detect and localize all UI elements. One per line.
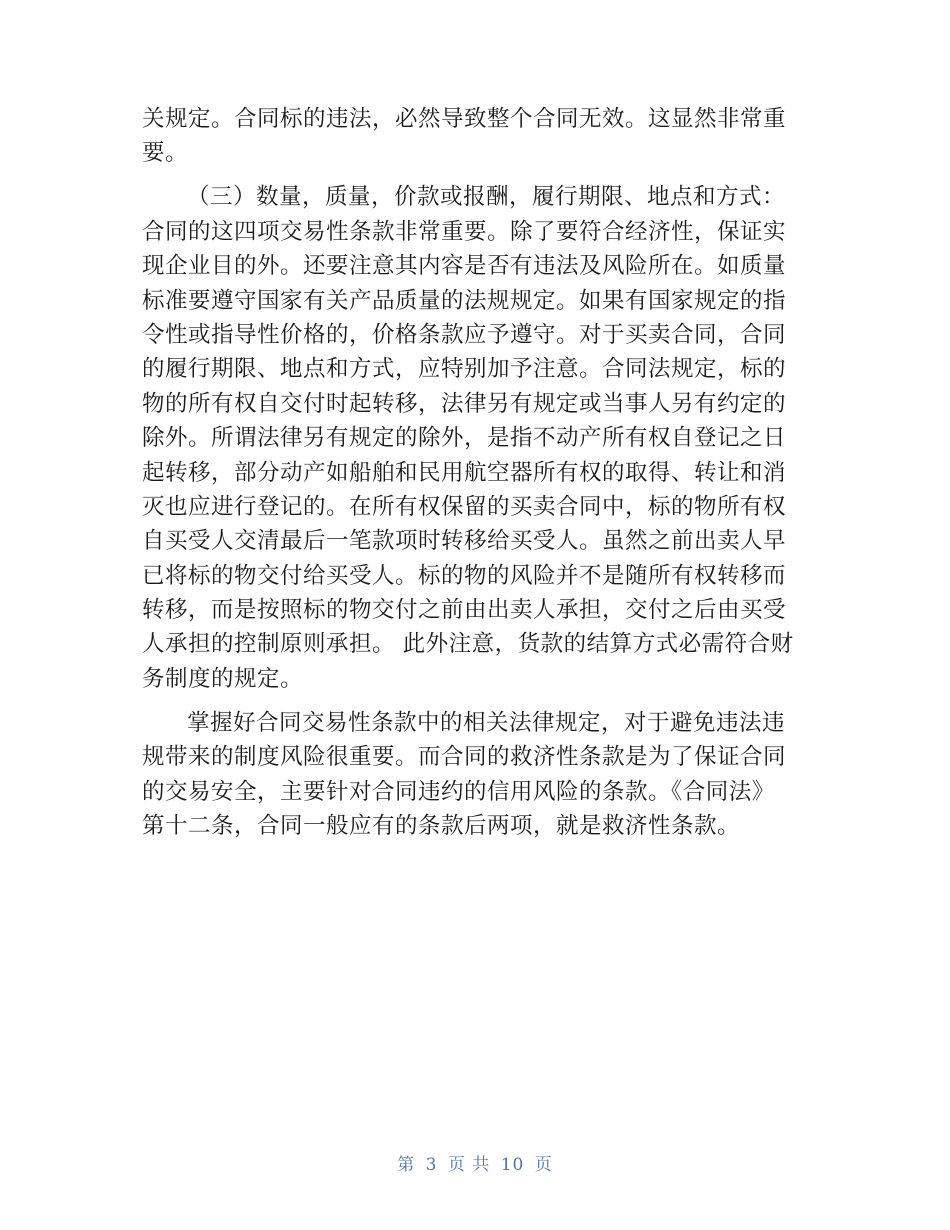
text-line: 务制度的规定。 [142,665,304,692]
document-body [142,102,812,843]
text-line: 自买受人交清最后一笔款项时转移给买受人。虽然之前出卖人早 [142,528,787,555]
page-footer [0,1150,950,1175]
footer-suffix: 页 [534,1155,553,1175]
text-line: 的交易安全，主要针对合同违约的信用风险的条款。《合同法》 [142,778,775,805]
text-line: 标准要遵守国家有关产品质量的法规规定。如果有国家规定的指 [142,287,787,314]
text-line: 物的所有权自交付时起转移，法律另有规定或当事人另有约定的 [142,390,787,417]
text-line: 起转移，部分动产如船舶和民用航空器所有权的取得、转让和消 [142,459,787,486]
footer-middle: 页 共 [447,1155,491,1175]
total-pages-number: 10 [500,1155,525,1175]
text-line: （三）数量，质量，价款或报酬，履行期限、地点和方式： [187,184,786,211]
text-line: 已将标的物交付给买受人。标的物的风险并不是随所有权转移而 [142,562,787,589]
paragraph [142,180,812,696]
text-line: 规带来的制度风险很重要。而合同的救济性条款是为了保证合同 [142,744,787,771]
text-line: 转移，而是按照标的物交付之前由出卖人承担，交付之后由买受 [142,597,787,624]
paragraph [142,706,812,844]
footer-prefix: 第 [397,1155,416,1175]
text-line: 的履行期限、地点和方式，应特别加予注意。合同法规定，标的 [142,356,787,383]
text-line: 要。 [142,140,189,167]
text-line: 除外。所谓法律另有规定的除外，是指不动产所有权自登记之日 [142,425,787,452]
text-line: 现企业目的外。还要注意其内容是否有违法及风险所在。如质量 [142,253,787,280]
text-line: 令性或指导性价格的，价格条款应予遵守。对于买卖合同，合同 [142,321,787,348]
text-line: 第十二条，合同一般应有的条款后两项，就是救济性条款。 [142,813,741,839]
text-line: 掌握好合同交易性条款中的相关法律规定，对于避免违法违 [187,709,786,736]
current-page-number: 3 [425,1155,438,1175]
text-line: 关规定。合同标的违法，必然导致整个合同无效。这显然非常重 [142,106,787,132]
text-line: 灭也应进行登记的。在所有权保留的买卖合同中，标的物所有权 [142,493,787,520]
text-line: 人承担的控制原则承担。 此外注意，货款的结算方式必需符合财 [142,631,794,658]
text-line: 合同的这四项交易性条款非常重要。除了要符合经济性，保证实 [142,218,787,245]
paragraph [142,102,812,171]
